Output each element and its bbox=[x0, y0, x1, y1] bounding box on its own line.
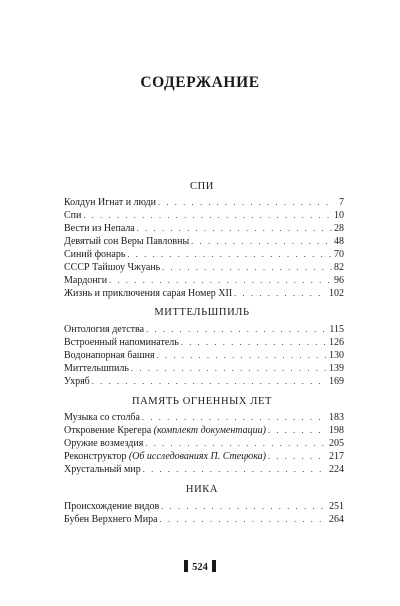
toc-entry bbox=[64, 513, 344, 526]
toc-entry-title: Бубен Верхнего Мира bbox=[64, 514, 158, 525]
leader-dots bbox=[145, 437, 327, 450]
toc-entry-title: Происхождение видов bbox=[64, 501, 160, 512]
leader-dots bbox=[146, 323, 327, 336]
section-heading: ПАМЯТЬ ОГНЕННЫХ ЛЕТ bbox=[131, 396, 273, 407]
leader-dots bbox=[137, 222, 332, 235]
leader-dots bbox=[157, 349, 327, 362]
toc-entry bbox=[64, 336, 344, 349]
leader-dots bbox=[109, 274, 332, 287]
toc-entry-title: Вести из Непала bbox=[64, 223, 135, 234]
leader-dots bbox=[92, 375, 327, 388]
toc-entry bbox=[64, 349, 344, 362]
toc-entry-title: Хрустальный мир bbox=[64, 464, 141, 475]
toc-entry-page: 70 bbox=[334, 249, 344, 260]
toc-entry-title: СССР Тайшоу Чжуань bbox=[64, 262, 161, 273]
toc-entry bbox=[64, 437, 344, 450]
toc-entry bbox=[64, 424, 344, 437]
toc-entry bbox=[64, 411, 344, 424]
leader-dots bbox=[268, 424, 327, 437]
leader-dots bbox=[158, 196, 332, 209]
leader-dots bbox=[234, 287, 327, 300]
toc-entry-title: Ухряб bbox=[64, 376, 90, 387]
toc-entry-page: 251 bbox=[329, 501, 344, 512]
section-heading: СПИ bbox=[190, 181, 214, 192]
toc-entry bbox=[64, 362, 344, 375]
toc-entry-page: 82 bbox=[334, 262, 344, 273]
page-number-text: 524 bbox=[192, 562, 208, 573]
toc-entry bbox=[64, 500, 344, 513]
leader-dots bbox=[131, 362, 327, 375]
toc-entry-page: 10 bbox=[334, 210, 344, 221]
toc-entry-page: 48 bbox=[334, 236, 344, 247]
toc-entry bbox=[64, 450, 344, 463]
toc-entry-page: 169 bbox=[329, 376, 344, 387]
toc-entry-title: Миттельшпиль bbox=[64, 363, 129, 374]
toc-entry-title: Онтология детства bbox=[64, 324, 145, 335]
leader-dots bbox=[161, 500, 327, 513]
toc-entry bbox=[64, 209, 344, 222]
toc-entry-subtitle: (комплект документации) bbox=[153, 425, 266, 436]
leader-dots bbox=[160, 513, 327, 526]
toc-entry bbox=[64, 248, 344, 261]
toc-entry-title: Спи bbox=[64, 210, 82, 221]
toc-entry-page: 96 bbox=[334, 275, 344, 286]
leader-dots bbox=[143, 463, 327, 476]
toc-entry-title: Девятый сон Веры Павловны bbox=[64, 236, 190, 247]
toc-entry-title: Мардонги bbox=[64, 275, 108, 286]
toc-entry bbox=[64, 261, 344, 274]
toc-entry-title-main: Откровение Крегера bbox=[64, 425, 152, 436]
toc-entry-page: 7 bbox=[339, 197, 344, 208]
toc-entry-page: 139 bbox=[329, 363, 344, 374]
toc-entry-title bbox=[64, 450, 266, 463]
toc-entry-title-main: Реконструктор bbox=[64, 451, 127, 462]
leader-dots bbox=[142, 411, 327, 424]
toc-entry bbox=[64, 274, 344, 287]
leader-dots bbox=[191, 235, 332, 248]
toc-entry bbox=[64, 235, 344, 248]
toc-entry-title bbox=[64, 424, 266, 437]
toc-entry-title: Синий фонарь bbox=[64, 249, 126, 260]
toc-entry-page: 217 bbox=[329, 451, 344, 462]
toc-entry-page: 102 bbox=[329, 288, 344, 299]
toc-entry-page: 115 bbox=[329, 324, 344, 335]
toc-entry-title: Водонапорная башня bbox=[64, 350, 155, 361]
folio-bracket-right bbox=[212, 560, 216, 572]
toc-entry bbox=[64, 222, 344, 235]
section-heading: МИТТЕЛЬШПИЛЬ bbox=[154, 307, 250, 318]
leader-dots bbox=[181, 336, 327, 349]
toc-entry-page: 28 bbox=[334, 223, 344, 234]
toc-entry-page: 126 bbox=[329, 337, 344, 348]
toc-entry-page: 205 bbox=[329, 438, 344, 449]
page-title: СОДЕРЖАНИЕ bbox=[140, 74, 260, 91]
toc-entry bbox=[64, 463, 344, 476]
toc-entry-page: 264 bbox=[329, 514, 344, 525]
section-heading: НИКА bbox=[185, 484, 219, 495]
toc-entry-title: Жизнь и приключения сарая Номер XII bbox=[64, 288, 233, 299]
toc-entry-page: 183 bbox=[329, 412, 344, 423]
leader-dots bbox=[83, 209, 332, 222]
toc-entry-page: 224 bbox=[329, 464, 344, 475]
toc-entry bbox=[64, 375, 344, 388]
leader-dots bbox=[268, 450, 327, 463]
leader-dots bbox=[162, 261, 332, 274]
toc-entry bbox=[64, 323, 344, 336]
toc-entry-title: Колдун Игнат и люди bbox=[64, 197, 156, 208]
toc-entry bbox=[64, 287, 344, 300]
toc-entry-title: Оружие возмездия bbox=[64, 438, 144, 449]
toc-entry-title: Музыка со столба bbox=[64, 412, 140, 423]
folio-bracket-left bbox=[184, 560, 188, 572]
toc-entry-page: 130 bbox=[329, 350, 344, 361]
leader-dots bbox=[127, 248, 332, 261]
toc-entry-subtitle: (Об исследованиях П. Стецюка) bbox=[128, 451, 266, 462]
toc-entry-title: Встроенный напоминатель bbox=[64, 337, 179, 348]
toc-entry-page: 198 bbox=[329, 425, 344, 436]
page-number bbox=[0, 560, 400, 573]
toc-entry bbox=[64, 196, 344, 209]
